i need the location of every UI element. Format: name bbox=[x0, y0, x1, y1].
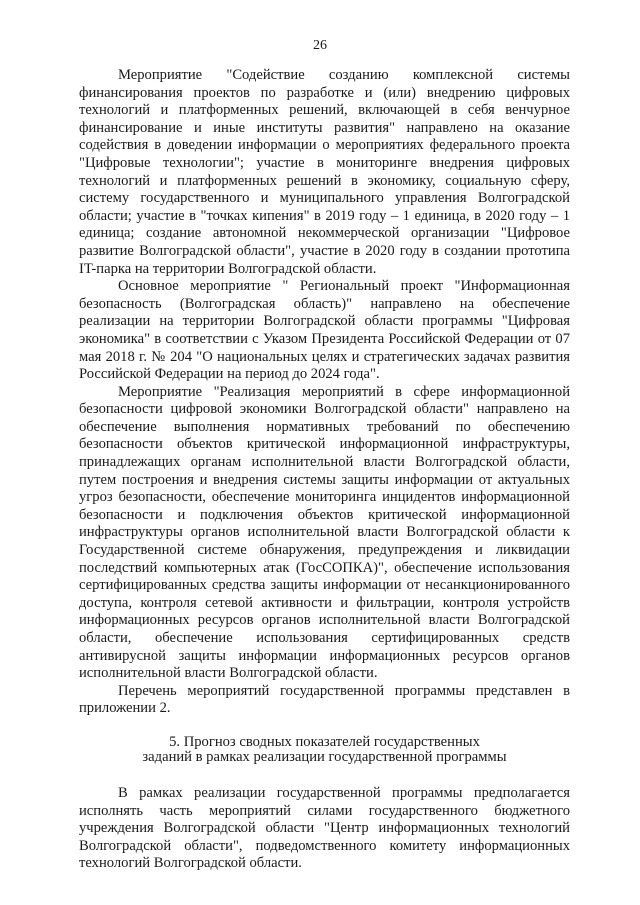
paragraph-info-security-project: Основное мероприятие " Региональный проект "Информационная безопасность (Волгоградская область)" направлено на обеспечение реализации на территории Волгоградской области программы "Цифровая экономика" в соответствии с Указом Президента Российской Федерации от 07 мая 2018 г. № 204 "О национальных целях и стратегических задачах развития Российской Федерации на период до 2024 года". bbox=[79, 278, 570, 383]
paragraph-state-assignments: В рамках реализации государственной программы предполагается исполнять часть мероприятий силами государственного бюджетного учреждения Волгоградской области "Центр информационных технологий Волгоградской области", подведомственного комитету информационных технологий Волгоградской области. bbox=[79, 784, 570, 872]
paragraph-digital-tech-financing: Мероприятие "Содействие созданию комплексной системы финансирования проектов по разработке и (или) внедрению цифровых технологий и платформенных решений, включающей в себя венчурное финансирование и иные институты развития" направлено на оказание содействия в доведении информации о мероприятиях федерального проекта "Цифровые технологии"; участие в мониторинге внедрения цифровых технологий и платформенных решений в экономику, социальную сферу, систему государственного и муниципального управления Волгоградской области; участие в "точках кипения" в 2019 году – 1 единица, в 2020 году – 1 единица; создание автономной некоммерческой организации "Цифровое развитие Волгоградской области", участие в 2020 году в создании прототипа IT-парка на территории Волгоградской области. bbox=[79, 67, 570, 277]
section-heading-line-2: заданий в рамках реализации государственной программы bbox=[142, 748, 507, 765]
paragraph-program-measures-list: Перечень мероприятий государственной программы представлен в приложении 2. bbox=[79, 682, 570, 717]
page-number: 26 bbox=[313, 38, 327, 53]
section-heading-line-1: 5. Прогноз сводных показателей государственных bbox=[169, 733, 480, 750]
document-body bbox=[79, 67, 570, 873]
section-heading bbox=[79, 735, 570, 765]
paragraph-info-security-measures: Мероприятие "Реализация мероприятий в сфере информационной безопасности цифровой экономики Волгоградской области" направлено на обеспечение выполнения нормативных требований по обеспечению безопасности объектов критической информационной инфраструктуры, принадлежащих органам исполнительной власти Волгоградской области, путем построения и внедрения системы защиты информации от актуальных угроз безопасности, обеспечение мониторинга инцидентов информационной безопасности и подключения объектов критической информационной инфраструктуры органов исполнительной власти Волгоградской области к Государственной системе обнаружения, предупреждения и ликвидации последствий компьютерных атак (ГосСОПКА)", обеспечение использования сертифицированных средства защиты информации от несанкционированного доступа, контроля сетевой активности и фильтрации, контроля устройств информационных ресурсов органов исполнительной власти Волгоградской области, обеспечение использования сертифицированных средств антивирусной защиты информации информационных ресурсов органов исполнительной власти Волгоградской области. bbox=[79, 383, 570, 682]
